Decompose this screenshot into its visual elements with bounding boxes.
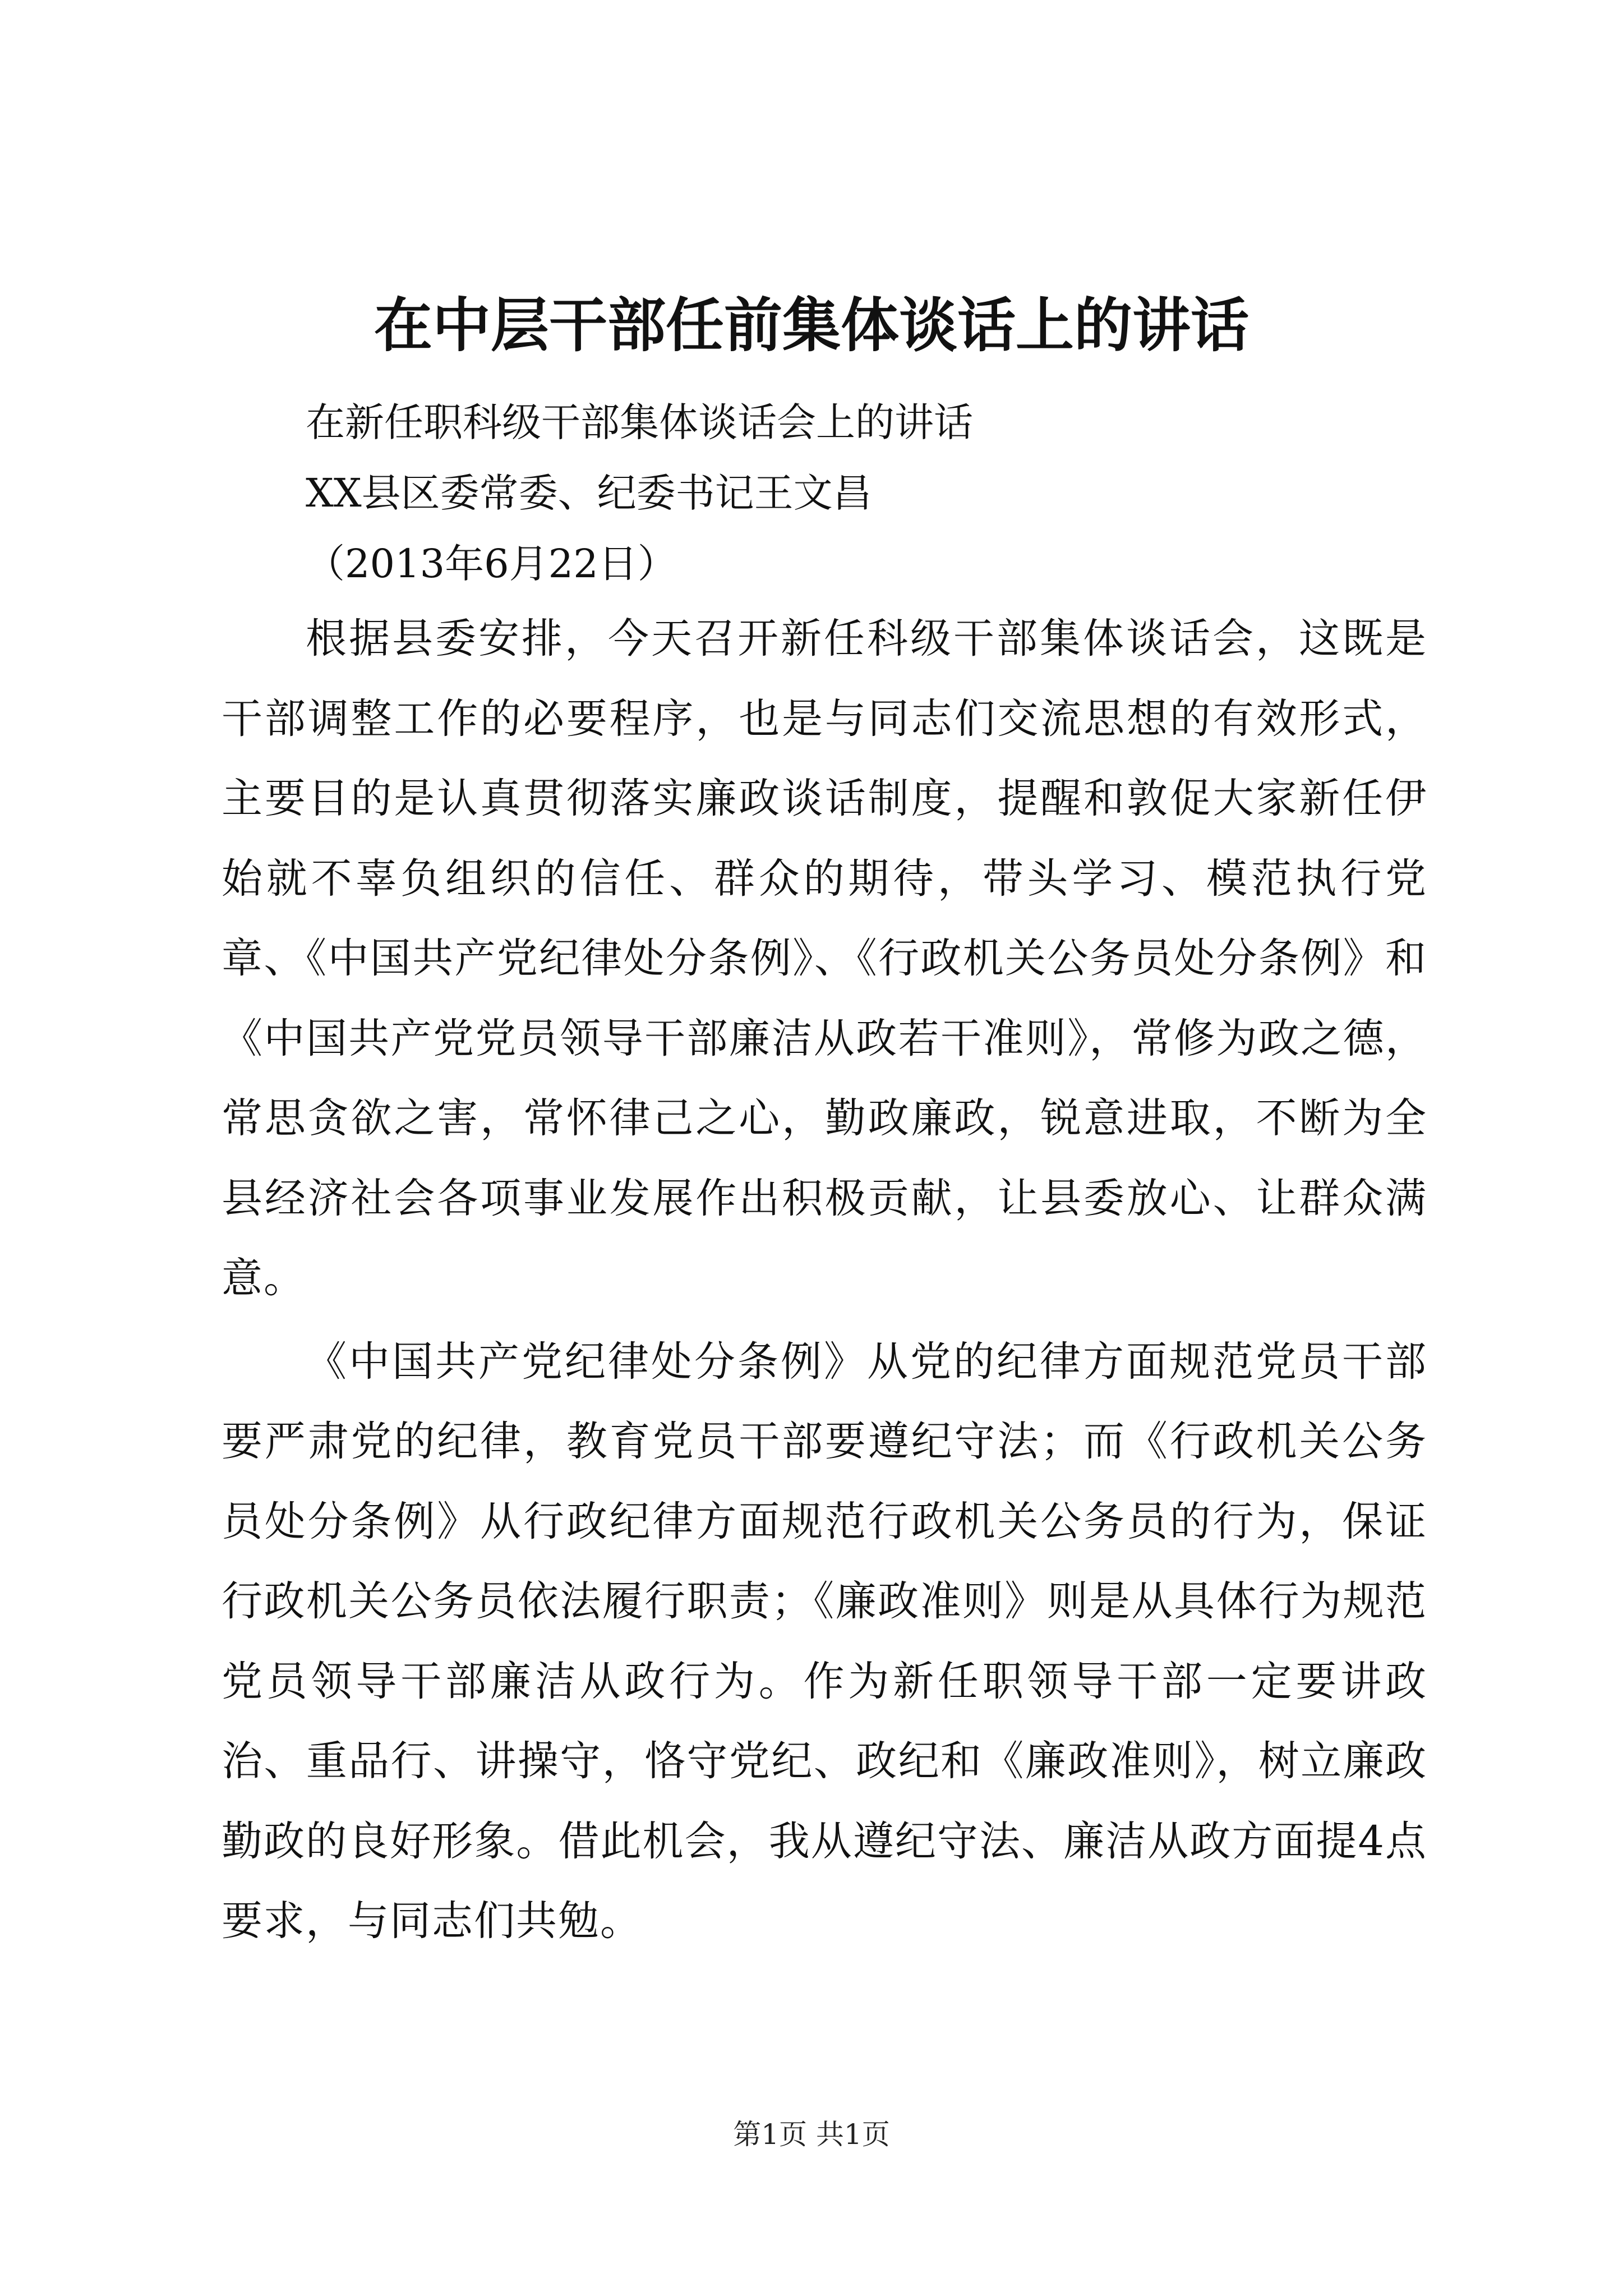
document-body	[222, 387, 1427, 1962]
speaker-line: XX县区委常委、纪委书记王文昌	[306, 470, 872, 516]
paragraph-2: 《中国共产党纪律处分条例》从党的纪律方面规范党员干部要严肃党的纪律，教育党员干部要遵纪守法；而《行政机关公务员处分条例》从行政纪律方面规范行政机关公务员的行为，保证行政机关公务员依法履行职责；《廉政准则》则是从具体行为规范党员领导干部廉洁从政行为。作为新任职领导干部一定要讲政治、重品行、讲操守，恪守党纪、政纪和《廉政准则》，树立廉政勤政的良好形象。借此机会，我从遵纪守法、廉洁从政方面提4点要求，与同志们共勉。	[222, 1337, 1427, 1945]
date-line: （2013年6月22日）	[306, 541, 677, 587]
subtitle-line: 在新任职科级干部集体谈话会上的讲话	[306, 399, 973, 445]
paragraph-1: 根据县委安排，今天召开新任科级干部集体谈话会，这既是干部调整工作的必要程序，也是与同志们交流思想的有效形式，主要目的是认真贯彻落实廉政谈话制度，提醒和敦促大家新任伊始就不辜负组织的信任、群众的期待，带头学习、模范执行党章、《中国共产党纪律处分条例》、《行政机关公务员处分条例》和《中国共产党党员领导干部廉洁从政若干准则》，常修为政之德，常思贪欲之害，常怀律己之心，勤政廉政，锐意进取，不断为全县经济社会各项事业发展作出积极贡献，让县委放心、让群众满意。	[222, 615, 1427, 1302]
document-title: 在中层干部任前集体谈话上的讲话	[374, 291, 1249, 360]
page-footer: 第1页 共1页	[733, 2118, 890, 2151]
